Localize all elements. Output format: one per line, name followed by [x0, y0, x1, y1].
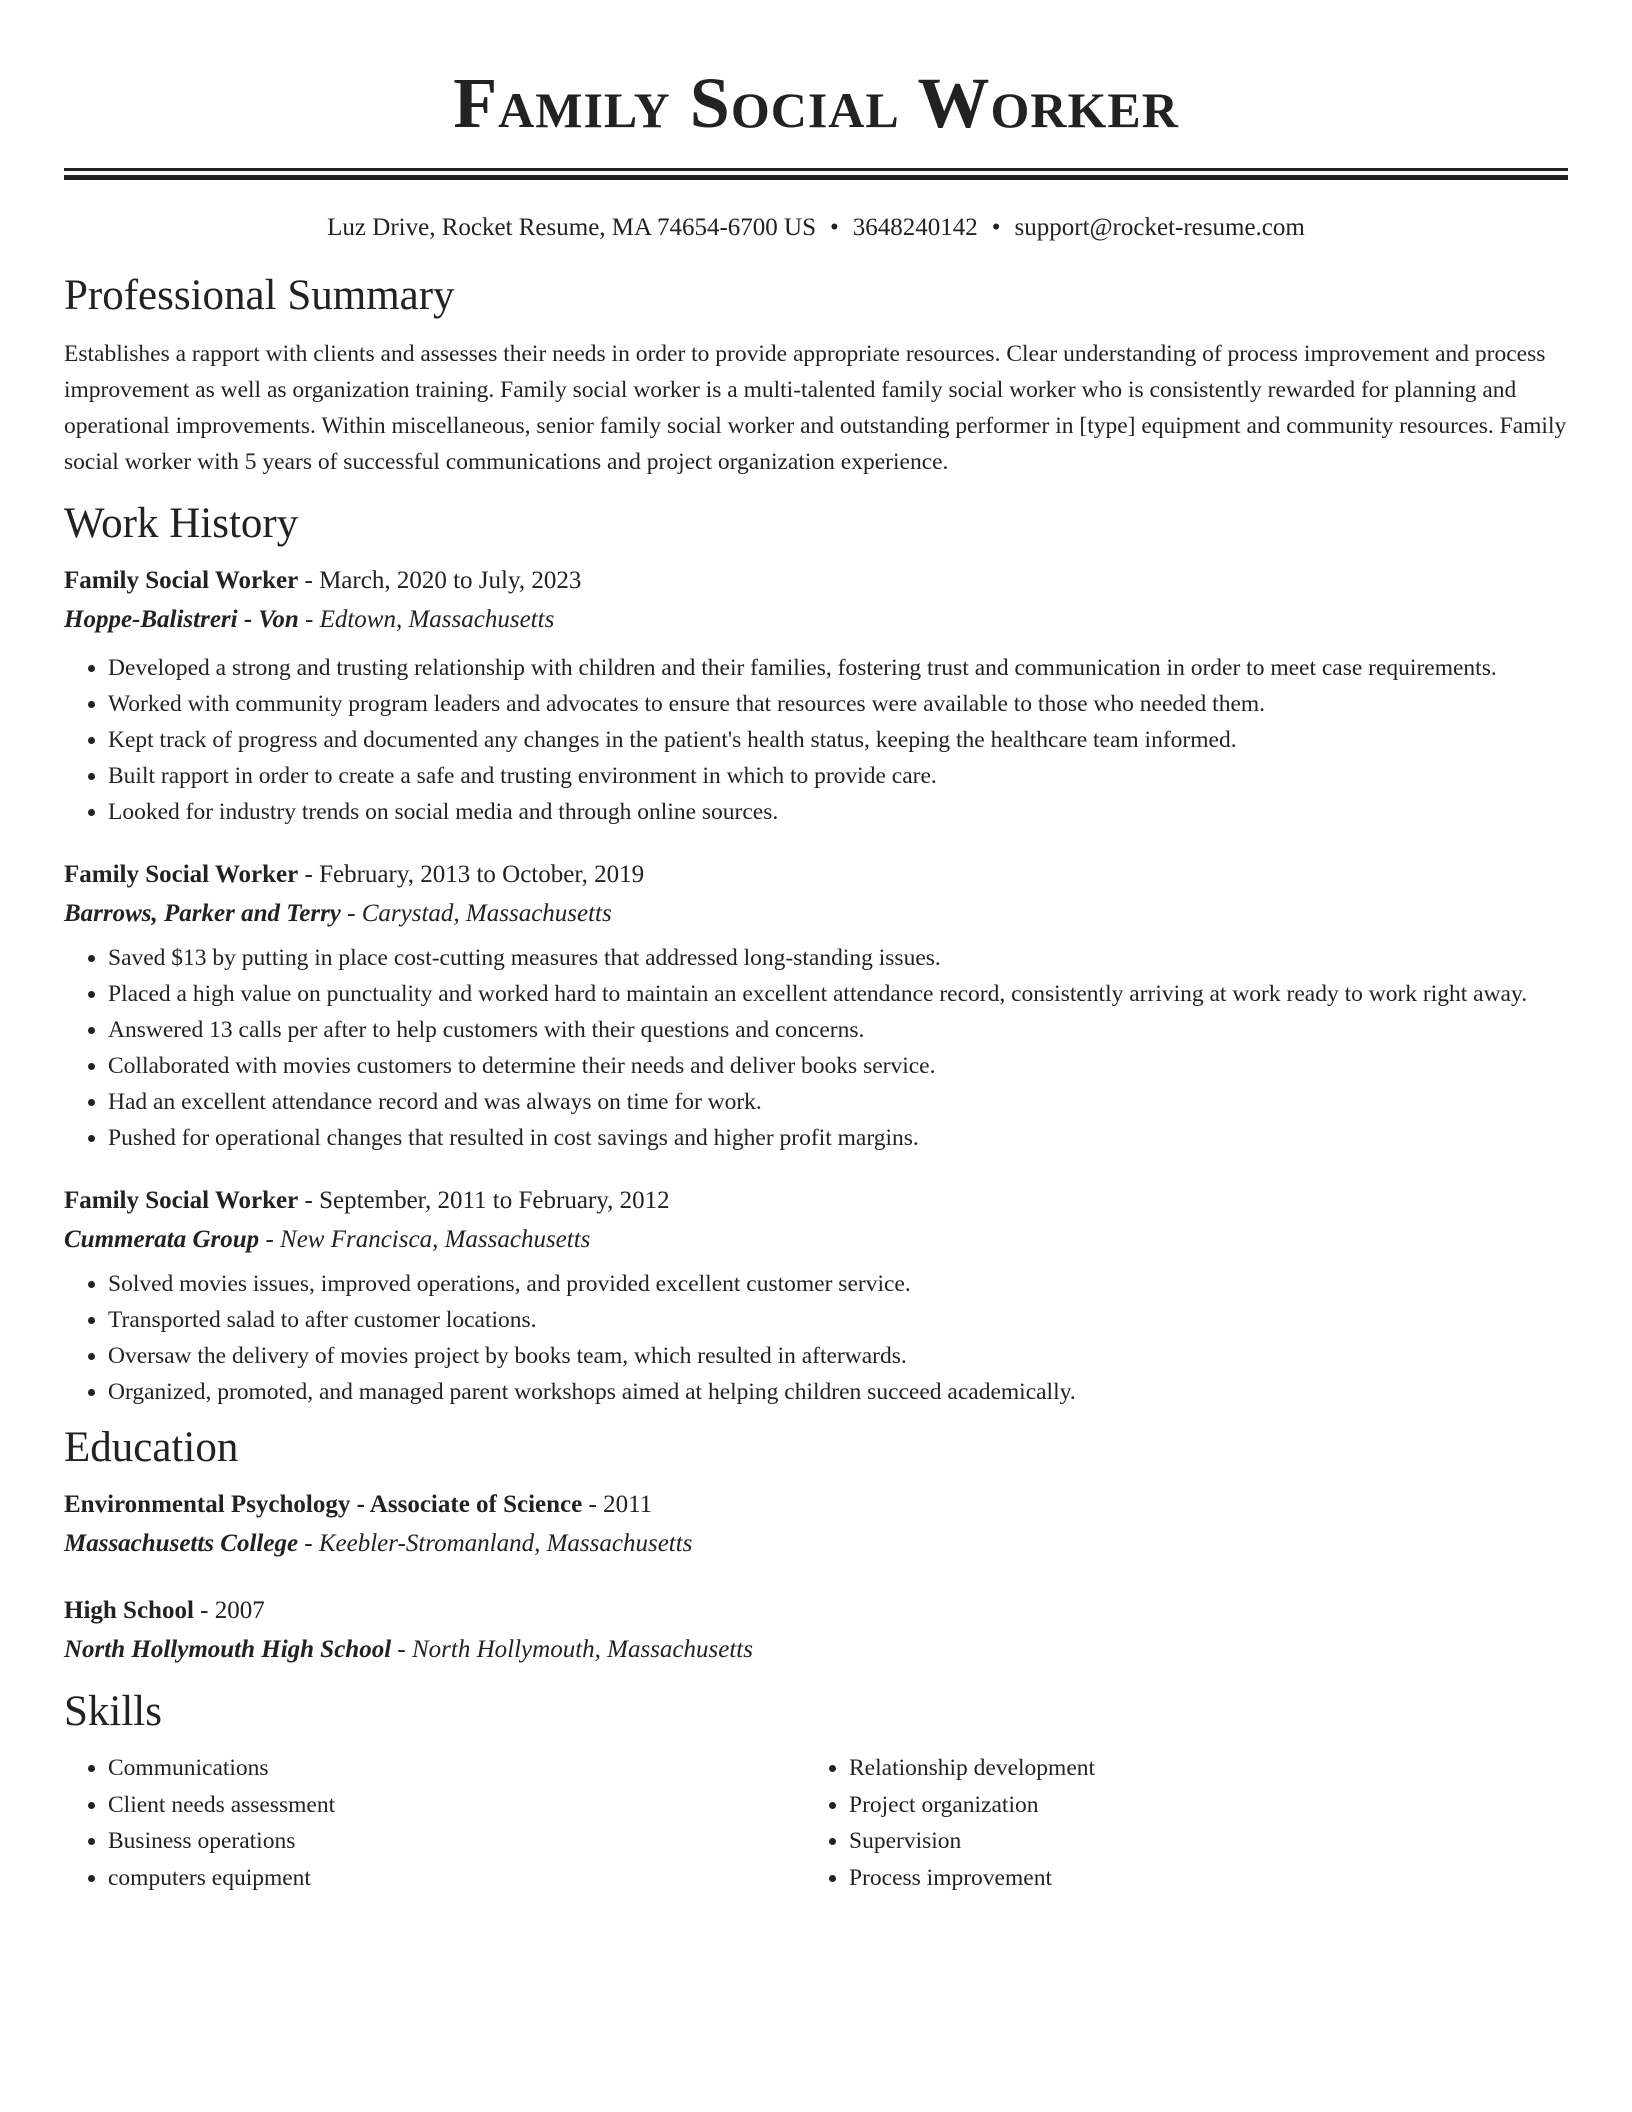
education-location: - North Hollymouth, Massachusetts	[391, 1636, 753, 1663]
job-employer	[64, 894, 1568, 934]
job-header	[64, 562, 1568, 600]
job-duties-list	[64, 940, 1568, 1156]
job-title: Family Social Worker	[64, 567, 299, 594]
resume-title: Family Social Worker	[453, 63, 1179, 143]
job-location: - Edtown, Massachusetts	[298, 606, 555, 633]
job-title: Family Social Worker	[64, 861, 299, 888]
education-header	[64, 1592, 1568, 1630]
section-heading-skills: Skills	[64, 1688, 162, 1735]
education-school-line	[64, 1524, 1568, 1564]
education-school: North Hollymouth High School	[64, 1636, 392, 1663]
title-divider	[64, 168, 1568, 180]
skill-item: • computers equipment	[108, 1860, 805, 1897]
job-entry	[64, 562, 1568, 830]
job-duties-list	[64, 650, 1568, 830]
list-item: • Looked for industry trends on social media and through online sources.	[108, 794, 1568, 830]
education-school: Massachusetts College	[64, 1530, 299, 1557]
job-location: - Carystad, Massachusetts	[340, 900, 612, 927]
education-degree: Environmental Psychology - Associate of Science	[64, 1491, 583, 1518]
list-item: • Placed a high value on punctuality and worked hard to maintain an excellent attendance record, consistently arriving at work ready to work right away.	[108, 976, 1568, 1012]
job-entry	[64, 1182, 1568, 1410]
skill-item: • Process improvement	[849, 1860, 1546, 1897]
education-year: - 2007	[193, 1597, 265, 1624]
contact-separator: •	[991, 214, 1001, 241]
list-item: • Answered 13 calls per after to help customers with their questions and concerns.	[108, 1012, 1568, 1048]
list-item: • Collaborated with movies customers to determine their needs and deliver books service.	[108, 1048, 1568, 1084]
list-item: • Had an excellent attendance record and was always on time for work.	[108, 1084, 1568, 1120]
section-heading-work-history: Work History	[64, 500, 299, 547]
contact-address: Luz Drive, Rocket Resume, MA 74654-6700 US	[327, 214, 816, 241]
job-header	[64, 1182, 1568, 1220]
education-school-line	[64, 1630, 1568, 1670]
education-entry	[64, 1486, 1568, 1564]
education-degree: High School	[64, 1597, 194, 1624]
list-item: • Developed a strong and trusting relationship with children and their families, fostering trust and communication in order to meet case requirements.	[108, 650, 1568, 686]
skill-item: • Project organization	[849, 1787, 1546, 1824]
list-item: • Solved movies issues, improved operations, and provided excellent customer service.	[108, 1266, 1568, 1302]
job-company: Hoppe-Balistreri - Von	[64, 606, 299, 633]
education-entry	[64, 1592, 1568, 1670]
list-item: • Transported salad to after customer locations.	[108, 1302, 1568, 1338]
job-title: Family Social Worker	[64, 1187, 299, 1214]
summary-text: Establishes a rapport with clients and assesses their needs in order to provide appropriate resources. Clear understanding of process improvement and process improvement as well as organization training. Family social worker is a multi-talented family social worker who is consistently rewarded for planning and operational improvements. Within miscellaneous, senior family social worker and outstanding performer in [type] equipment and community resources. Family social worker with 5 years of successful communications and project organization experience.	[64, 341, 1567, 475]
section-heading-summary: Professional Summary	[64, 272, 455, 319]
list-item: • Saved $13 by putting in place cost-cutting measures that addressed long-standing issues.	[108, 940, 1568, 976]
skill-item: • Business operations	[108, 1823, 805, 1860]
job-dates: - September, 2011 to February, 2012	[298, 1187, 670, 1214]
list-item: • Worked with community program leaders and advocates to ensure that resources were available to those who needed them.	[108, 686, 1568, 722]
job-employer	[64, 1220, 1568, 1260]
contact-line	[64, 212, 1568, 244]
education-header	[64, 1486, 1568, 1524]
section-heading-education: Education	[64, 1424, 239, 1471]
education-year: - 2011	[582, 1491, 653, 1518]
skill-item: • Relationship development	[849, 1750, 1546, 1787]
job-company: Cummerata Group	[64, 1226, 260, 1253]
skills-list-right	[805, 1750, 1546, 1896]
job-duties-list	[64, 1266, 1568, 1410]
skill-item: • Communications	[108, 1750, 805, 1787]
job-location: - New Francisca, Massachusetts	[259, 1226, 591, 1253]
skills-columns	[64, 1740, 1568, 1896]
skill-item: • Supervision	[849, 1823, 1546, 1860]
job-dates: - March, 2020 to July, 2023	[298, 567, 582, 594]
skill-item: • Client needs assessment	[108, 1787, 805, 1824]
skills-list-left	[64, 1750, 805, 1896]
contact-phone: 3648240142	[852, 214, 978, 241]
list-item: • Built rapport in order to create a safe and trusting environment in which to provide care.	[108, 758, 1568, 794]
contact-email: support@rocket-resume.com	[1014, 214, 1305, 241]
list-item: • Oversaw the delivery of movies project by books team, which resulted in afterwards.	[108, 1338, 1568, 1374]
list-item: • Pushed for operational changes that resulted in cost savings and higher profit margins.	[108, 1120, 1568, 1156]
education-location: - Keebler-Stromanland, Massachusetts	[298, 1530, 693, 1557]
job-header	[64, 856, 1568, 894]
job-entry	[64, 856, 1568, 1156]
job-employer	[64, 600, 1568, 640]
list-item: • Kept track of progress and documented any changes in the patient's health status, keeping the healthcare team informed.	[108, 722, 1568, 758]
job-dates: - February, 2013 to October, 2019	[298, 861, 645, 888]
job-company: Barrows, Parker and Terry	[64, 900, 341, 927]
list-item: • Organized, promoted, and managed parent workshops aimed at helping children succeed academically.	[108, 1374, 1568, 1410]
contact-separator: •	[830, 214, 839, 241]
